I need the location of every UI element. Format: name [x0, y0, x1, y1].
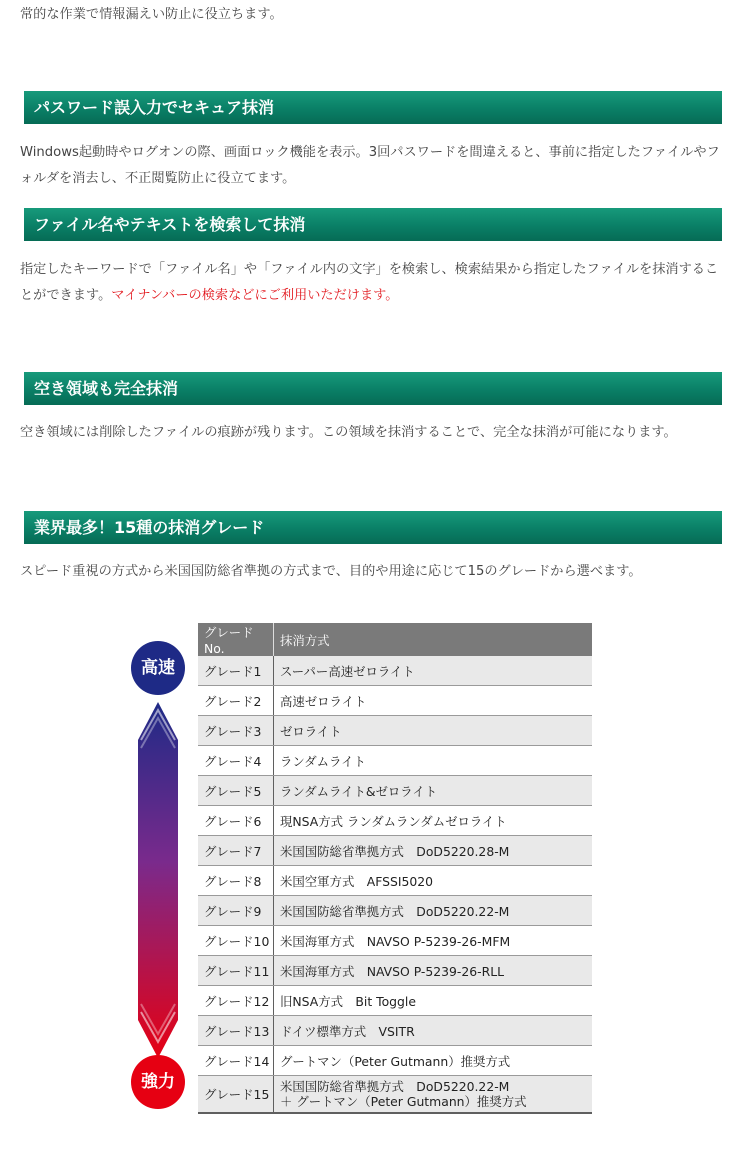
header-method: 抹消方式 — [274, 623, 593, 656]
section-body-grades: スピード重視の方式から米国国防総省準拠の方式まで、目的や用途に応じて15のグレードから選べます。 — [20, 564, 642, 579]
section-heading-password — [20, 91, 722, 124]
grade-table — [198, 623, 592, 1114]
table-row — [198, 1046, 592, 1076]
method-line-2: ＋ グートマン（Peter Gutmann）推奨方式 — [280, 1094, 527, 1109]
method-cell: グートマン（Peter Gutmann）推奨方式 — [274, 1046, 593, 1076]
table-row — [198, 806, 592, 836]
section-heading-free-space — [20, 372, 722, 405]
grade-cell: グレード9 — [198, 896, 274, 926]
body-text: 指定したキーワードで「ファイル名」や「ファイル内の文字」を検索し、検索結果から指定したファイルを抹消することができます。 — [20, 262, 719, 303]
grade-cell: グレード5 — [198, 776, 274, 806]
grade-cell: グレード11 — [198, 956, 274, 986]
section-heading-search — [20, 208, 722, 241]
section-heading-grades — [20, 511, 722, 544]
highlight-note: マイナンバーの検索などにご利用いただけます。 — [111, 288, 399, 303]
table-row — [198, 866, 592, 896]
method-cell: 現NSA方式 ランダムランダムゼロライト — [274, 806, 593, 836]
table-row — [198, 1016, 592, 1046]
table-row — [198, 776, 592, 806]
method-cell — [274, 1076, 593, 1114]
section-body-search — [20, 257, 722, 309]
intro-text: 常的な作業で情報漏えい防止に役立ちます。 — [20, 7, 283, 22]
grade-cell: グレード7 — [198, 836, 274, 866]
grade-cell: グレード6 — [198, 806, 274, 836]
section-body-free-space: 空き領域には削除したファイルの痕跡が残ります。この領域を抹消することで、完全な抹消が可能になります。 — [20, 425, 677, 440]
table-header-row — [198, 623, 592, 656]
method-cell: ドイツ標準方式 VSITR — [274, 1016, 593, 1046]
table-row — [198, 686, 592, 716]
grade-cell: グレード10 — [198, 926, 274, 956]
grade-cell: グレード12 — [198, 986, 274, 1016]
table-row — [198, 956, 592, 986]
table-row — [198, 836, 592, 866]
table-row — [198, 746, 592, 776]
method-cell: 米国海軍方式 NAVSO P-5239-26-MFM — [274, 926, 593, 956]
table-row — [198, 1076, 592, 1114]
grade-cell: グレード2 — [198, 686, 274, 716]
grade-cell: グレード15 — [198, 1076, 274, 1114]
grade-cell: グレード8 — [198, 866, 274, 896]
strength-label-circle: 強力 — [131, 1055, 185, 1109]
method-cell: ゼロライト — [274, 716, 593, 746]
method-cell: 米国国防総省準拠方式 DoD5220.28-M — [274, 836, 593, 866]
table-row — [198, 986, 592, 1016]
table-row — [198, 656, 592, 686]
grade-cell: グレード1 — [198, 656, 274, 686]
table-row — [198, 716, 592, 746]
grade-cell: グレード13 — [198, 1016, 274, 1046]
method-cell: 米国海軍方式 NAVSO P-5239-26-RLL — [274, 956, 593, 986]
speed-strength-scale — [130, 640, 190, 1120]
grade-cell: グレード3 — [198, 716, 274, 746]
method-cell: 高速ゼロライト — [274, 686, 593, 716]
method-cell: ランダムライト — [274, 746, 593, 776]
table-row — [198, 926, 592, 956]
speed-label-circle: 高速 — [131, 641, 185, 695]
grade-cell: グレード14 — [198, 1046, 274, 1076]
method-cell: スーパー高速ゼロライト — [274, 656, 593, 686]
section-body-password: Windows起動時やログオンの際、画面ロック機能を表示。3回パスワードを間違えると、事前に指定したファイルやフォルダを消去し、不正閲覧防止に役立てます。 — [20, 145, 720, 186]
section-title: ファイル名やテキストを検索して抹消 — [34, 215, 306, 234]
method-cell: 旧NSA方式 Bit Toggle — [274, 986, 593, 1016]
section-title: 業界最多！15種の抹消グレード — [34, 518, 265, 537]
method-cell: 米国空軍方式 AFSSI5020 — [274, 866, 593, 896]
header-grade-no: グレードNo. — [198, 623, 274, 656]
section-title: 空き領域も完全抹消 — [34, 379, 179, 398]
section-title: パスワード誤入力でセキュア抹消 — [34, 98, 275, 117]
table-row — [198, 896, 592, 926]
method-cell: 米国国防総省準拠方式 DoD5220.22-M — [274, 896, 593, 926]
method-cell: ランダムライト&ゼロライト — [274, 776, 593, 806]
gradient-arrow-bar — [138, 702, 178, 1058]
grade-cell: グレード4 — [198, 746, 274, 776]
method-line-1: 米国国防総省準拠方式 DoD5220.22-M — [280, 1079, 510, 1094]
